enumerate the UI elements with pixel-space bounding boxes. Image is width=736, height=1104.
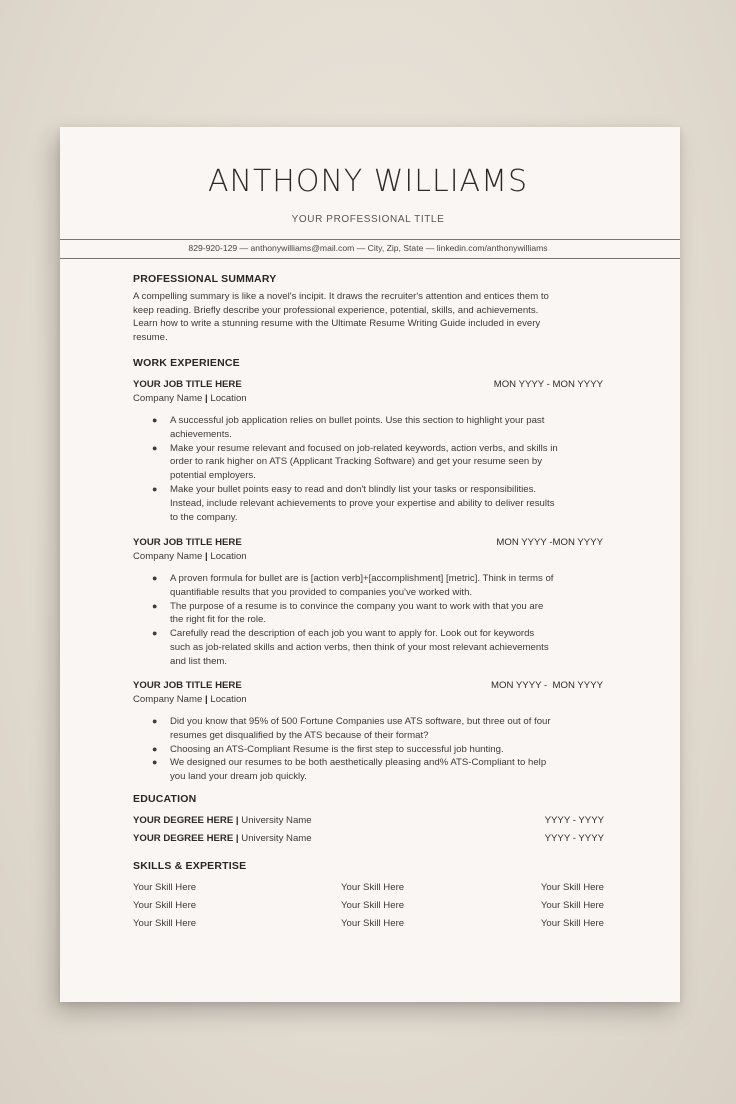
bullet-dot: ●: [152, 743, 158, 754]
bullet-item: [152, 442, 610, 483]
education-dates: YYYY - YYYY: [544, 833, 604, 844]
education-heading: EDUCATION: [133, 793, 197, 805]
summary-line: keep reading. Briefly describe your professional experience, potential, skills, and achievements.: [133, 304, 539, 316]
job-dates: MON YYYY - MON YYYY: [493, 379, 603, 390]
education-dates: YYYY - YYYY: [544, 815, 604, 826]
summary-line: Learn how to write a stunning resume with the Ultimate Resume Writing Guide included in every: [133, 318, 541, 330]
bullet-line: to the company.: [170, 511, 238, 523]
resume-name: ANTHONY WILLIAMS: [208, 164, 528, 199]
job-title: YOUR JOB TITLE HERE: [133, 379, 242, 390]
bullet-item: [152, 756, 610, 784]
bullet-line: the right fit for the role.: [170, 614, 266, 626]
summary-line: A compelling summary is like a novel's incipit. It draws the recruiter's attention and entices them to: [133, 291, 549, 302]
bullet-line: Choosing an ATS-Compliant Resume is the first step to successful job hunting.: [170, 743, 504, 755]
header-rule-top: [60, 239, 680, 240]
skill-item: Your Skill Here: [540, 918, 604, 929]
job-title: YOUR JOB TITLE HERE: [133, 680, 242, 691]
bullet-line: order to rank higher on ATS (Applicant Tracking Software) and get your resume seen by: [170, 456, 543, 468]
job-dates: MON YYYY - MON YYYY: [491, 680, 603, 691]
company-separator: |: [205, 694, 208, 705]
bullet-dot: ●: [152, 483, 158, 494]
company-line: [133, 694, 247, 705]
bullet-line: Make your bullet points easy to read and don't blindly list your tasks or responsibilities.: [170, 483, 537, 495]
bullet-line: achievements.: [170, 428, 232, 440]
bullet-item: [152, 414, 610, 442]
education-entry: [133, 815, 312, 826]
bullet-line: Carefully read the description of each job you want to apply for. Look out for keywords: [170, 628, 535, 640]
degree-name: YOUR DEGREE HERE: [133, 815, 234, 826]
skill-item: Your Skill Here: [341, 900, 405, 911]
skill-item: Your Skill Here: [341, 918, 405, 929]
job-bullets: [152, 715, 610, 784]
summary-text: [133, 290, 611, 344]
company-separator: |: [205, 393, 208, 404]
bullet-line: Did you know that 95% of 500 Fortune Companies use ATS software, but three out of four: [170, 716, 551, 727]
company-line: [133, 551, 247, 562]
bullet-line: you land your dream job quickly.: [170, 771, 307, 783]
work-heading: WORK EXPERIENCE: [133, 357, 240, 369]
bullet-dot: ●: [152, 757, 158, 768]
header-rule-bottom: [60, 258, 680, 259]
bullet-line: and list them.: [170, 655, 228, 667]
job-bullets: [152, 414, 610, 524]
summary-heading: PROFESSIONAL SUMMARY: [133, 273, 277, 285]
summary-line: resume.: [133, 331, 168, 343]
bullet-dot: ●: [152, 600, 158, 611]
company-name: Company Name: [133, 551, 203, 562]
bullet-dot: ●: [152, 415, 158, 425]
degree-separator: |: [235, 815, 239, 826]
company-location: Location: [210, 694, 247, 705]
company-line: [133, 393, 247, 404]
degree-name: YOUR DEGREE HERE: [133, 833, 234, 844]
bullet-line: Make your resume relevant and focused on job-related keywords, action verbs, and skills in: [170, 442, 558, 454]
bullet-line: The purpose of a resume is to convince the company you want to work with that you are: [170, 600, 544, 612]
bullet-item: [152, 572, 610, 600]
company-name: Company Name: [133, 694, 203, 705]
skills-heading: SKILLS & EXPERTISE: [133, 860, 247, 872]
university-name: University Name: [241, 833, 312, 844]
bullet-line: We designed our resumes to be both aesthetically pleasing and% ATS-Compliant to help: [170, 757, 547, 769]
degree-separator: |: [235, 833, 239, 844]
bullet-line: A proven formula for bullet are is [action verb]+[accomplishment] [metric]. Think in terms of: [170, 573, 554, 584]
bullet-line: resumes get disqualified by the ATS because of their format?: [170, 729, 429, 741]
skill-item: Your Skill Here: [540, 900, 604, 911]
skill-item: Your Skill Here: [133, 918, 197, 929]
bullet-item: [152, 743, 610, 757]
skill-item: Your Skill Here: [341, 882, 405, 893]
company-location: Location: [210, 393, 247, 404]
bullet-item: [152, 600, 610, 628]
bullet-dot: ●: [152, 573, 158, 583]
contact-line: 829-920-129 — anthonywilliams@mail.com — City, Zip, State — linkedin.com/anthonywilliams: [188, 243, 548, 253]
bullet-dot: ●: [152, 628, 158, 639]
bullet-line: Instead, include relevant achievements to prove your expertise and ability to deliver results: [170, 497, 555, 509]
bullet-line: A successful job application relies on bullet points. Use this section to highlight your past: [170, 415, 545, 426]
bullet-item: [152, 715, 610, 743]
skill-item: Your Skill Here: [133, 900, 197, 911]
university-name: University Name: [241, 815, 312, 826]
job-bullets: [152, 572, 610, 669]
skill-item: Your Skill Here: [540, 882, 604, 893]
job-dates: MON YYYY -MON YYYY: [496, 537, 603, 548]
bullet-dot: ●: [152, 442, 158, 453]
bullet-dot: ●: [152, 716, 158, 726]
bullet-item: [152, 627, 610, 668]
bullet-line: quantifiable results that you provided to companies you've worked with.: [170, 586, 473, 598]
education-entry: [133, 833, 312, 844]
company-name: Company Name: [133, 393, 203, 404]
job-title: YOUR JOB TITLE HERE: [133, 537, 242, 548]
bullet-line: such as job-related skills and action verbs, then think of your most relevant achievements: [170, 641, 549, 653]
company-location: Location: [210, 551, 247, 562]
bullet-item: [152, 483, 610, 524]
company-separator: |: [205, 551, 208, 562]
skill-item: Your Skill Here: [133, 882, 197, 893]
professional-title: YOUR PROFESSIONAL TITLE: [291, 214, 445, 225]
bullet-line: potential employers.: [170, 470, 256, 482]
